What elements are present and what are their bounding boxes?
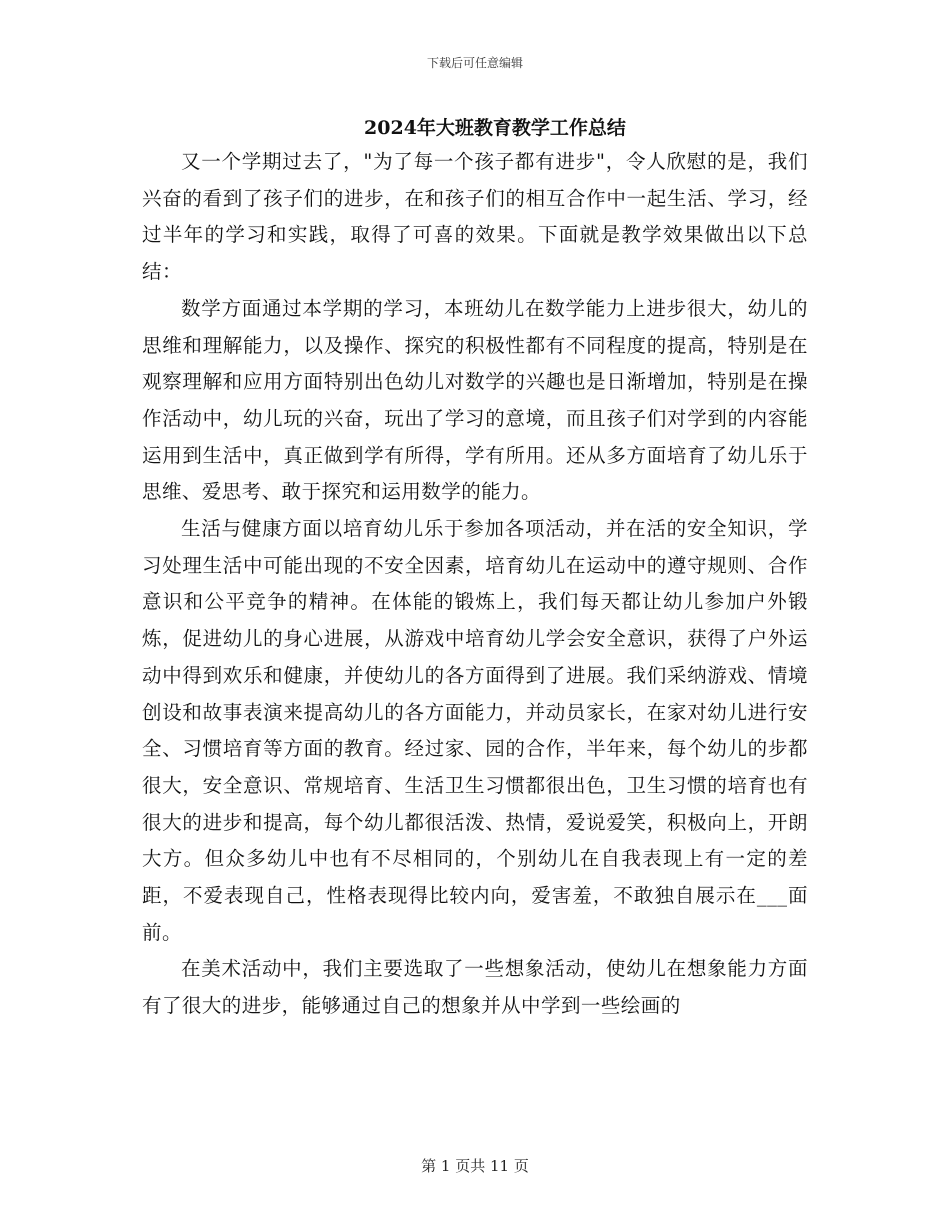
paragraph-intro: 又一个学期过去了，"为了每一个孩子都有进步"，令人欣慰的是，我们兴奋的看到了孩子们的进步，在和孩子们的相互合作中一起生活、学习，经过半年的学习和实践，取得了可喜的效果。下面就是教学效果做出以下总结： bbox=[142, 150, 808, 284]
page-number: 第 1 页共 11 页 bbox=[421, 1157, 529, 1175]
paragraph-art: 在美术活动中，我们主要选取了一些想象活动，使幼儿在想象能力方面有了很大的进步，能够通过自己的想象并从中学到一些绘画的 bbox=[142, 957, 808, 1018]
header-note: 下载后可任意编辑 bbox=[426, 56, 523, 70]
paragraph-health: 生活与健康方面以培育幼儿乐于参加各项活动，并在活的安全知识，学习处理生活中可能出现的不安全因素，培育幼儿在运动中的遵守规则、合作意识和公平竞争的精神。在体能的锻炼上，我们每天都让幼儿参加户外锻炼，促进幼儿的身心进展，从游戏中培育幼儿学会安全意识，获得了户外运动中得到欢乐和健康，并使幼儿的各方面得到了进展。我们采纳游戏、情境创设和故事表演来提高幼儿的各方面能力，并动员家长，在家对幼儿进行安全、习惯培育等方面的教育。经过家、园的合作，半年来，每个幼儿的步都很大，安全意识、常规培育、生活卫生习惯都很出色，卫生习惯的培育也有很大的进步和提高，每个幼儿都很活泼、热情，爱说爱笑，积极向上，开朗大方。但众多幼儿中也有不尽相同的，个别幼儿在自我表现上有一定的差距，不爱表现自己，性格表现得比较内向，爱害羞，不敢独自展示在___面前。 bbox=[142, 517, 808, 944]
document-title: 2024年大班教育教学工作总结 bbox=[364, 117, 626, 139]
paragraph-math: 数学方面通过本学期的学习，本班幼儿在数学能力上进步很大，幼儿的思维和理解能力，以及操作、探究的积极性都有不同程度的提高，特别是在观察理解和应用方面特别出色幼儿对数学的兴趣也是日渐增加，特别是在操作活动中，幼儿玩的兴奋，玩出了学习的意境，而且孩子们对学到的内容能运用到生活中，真正做到学有所得，学有所用。还从多方面培育了幼儿乐于思维、爱思考、敢于探究和运用数学的能力。 bbox=[142, 296, 808, 504]
document-body bbox=[142, 144, 808, 1025]
